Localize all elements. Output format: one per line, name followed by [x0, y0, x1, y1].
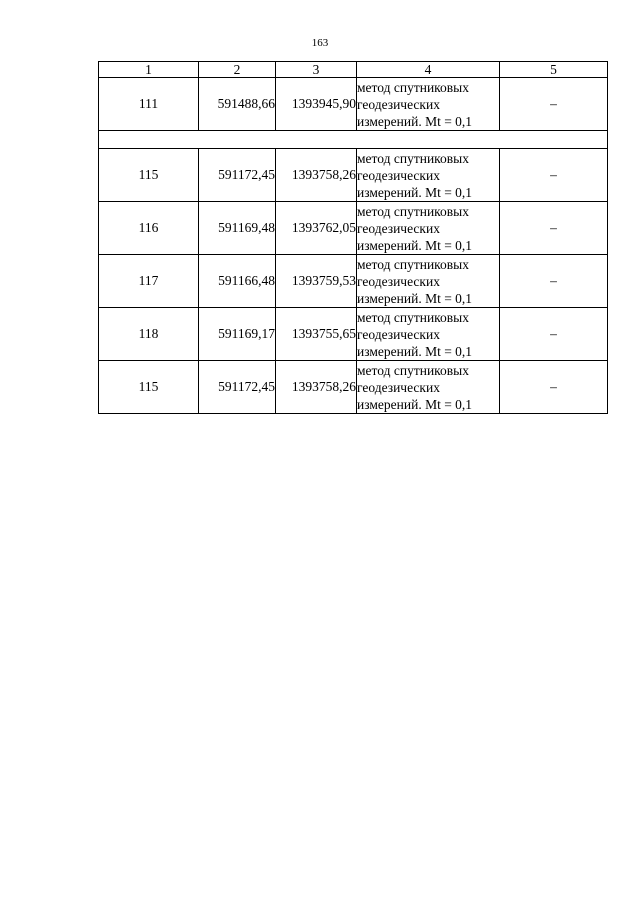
method-line: метод спутниковых	[357, 309, 469, 325]
table-header-row	[99, 62, 608, 78]
table-row	[99, 78, 608, 131]
coordinate-y: 1393945,90	[276, 78, 357, 131]
point-number: 118	[99, 308, 199, 361]
column-header-4: 4	[357, 62, 500, 78]
method-line: геодезических	[357, 326, 440, 342]
table-row	[99, 202, 608, 255]
method-cell	[357, 78, 500, 131]
coordinate-y: 1393755,65	[276, 308, 357, 361]
coordinate-x: 591172,45	[199, 361, 276, 414]
note-cell: –	[500, 149, 608, 202]
method-line: геодезических	[357, 96, 440, 112]
table-row	[99, 255, 608, 308]
coordinates-table	[98, 61, 608, 414]
method-cell	[357, 255, 500, 308]
table-row	[99, 149, 608, 202]
method-line: метод спутниковых	[357, 79, 469, 95]
method-line: геодезических	[357, 379, 440, 395]
method-line: измерений. Mt = 0,1	[357, 343, 473, 359]
method-cell	[357, 149, 500, 202]
coordinate-x: 591169,48	[199, 202, 276, 255]
coordinate-x: 591166,48	[199, 255, 276, 308]
point-number: 111	[99, 78, 199, 131]
point-number: 115	[99, 361, 199, 414]
note-cell: –	[500, 308, 608, 361]
note-cell: –	[500, 255, 608, 308]
method-line: геодезических	[357, 167, 440, 183]
method-line: геодезических	[357, 220, 440, 236]
coordinate-x: 591169,17	[199, 308, 276, 361]
column-header-3: 3	[276, 62, 357, 78]
method-line: измерений. Mt = 0,1	[357, 184, 473, 200]
method-cell	[357, 202, 500, 255]
method-line: метод спутниковых	[357, 203, 469, 219]
method-line: измерений. Mt = 0,1	[357, 396, 473, 412]
method-line: метод спутниковых	[357, 362, 469, 378]
coordinate-y: 1393758,26	[276, 361, 357, 414]
method-line: измерений. Mt = 0,1	[357, 290, 473, 306]
point-number: 116	[99, 202, 199, 255]
method-line: метод спутниковых	[357, 150, 469, 166]
coordinate-y: 1393759,53	[276, 255, 357, 308]
column-header-5: 5	[500, 62, 608, 78]
coordinate-x: 591172,45	[199, 149, 276, 202]
column-header-1: 1	[99, 62, 199, 78]
point-number: 115	[99, 149, 199, 202]
table-separator-row	[99, 131, 608, 149]
separator-cell	[99, 131, 608, 149]
page-number: 163	[311, 37, 329, 49]
coordinate-y: 1393758,26	[276, 149, 357, 202]
method-line: геодезических	[357, 273, 440, 289]
method-line: измерений. Mt = 0,1	[357, 237, 473, 253]
table-row	[99, 361, 608, 414]
note-cell: –	[500, 361, 608, 414]
point-number: 117	[99, 255, 199, 308]
coordinate-x: 591488,66	[199, 78, 276, 131]
method-cell	[357, 361, 500, 414]
method-line: метод спутниковых	[357, 256, 469, 272]
column-header-2: 2	[199, 62, 276, 78]
note-cell: –	[500, 202, 608, 255]
method-line: измерений. Mt = 0,1	[357, 113, 473, 129]
table-row	[99, 308, 608, 361]
coordinate-y: 1393762,05	[276, 202, 357, 255]
method-cell	[357, 308, 500, 361]
note-cell: –	[500, 78, 608, 131]
